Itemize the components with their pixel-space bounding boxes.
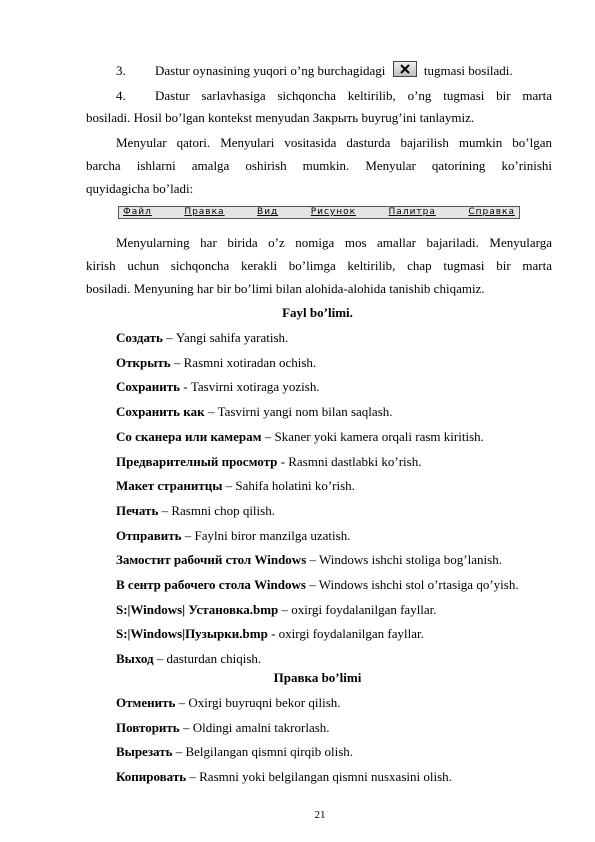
menu-term: Повторить — [116, 719, 180, 735]
menu-term: Отправить — [116, 527, 182, 543]
term-description: - Rasmni dastlabki ko’rish. — [277, 453, 422, 469]
term-description: – Rasmni xotiradan ochish. — [170, 354, 317, 370]
menu-edit: Правка — [184, 207, 225, 217]
section-heading: Fayl bo’limi. — [282, 305, 353, 320]
list-number: 4. — [116, 88, 126, 103]
term-description: – dasturdan chiqish. — [153, 651, 262, 667]
menu-term: S:|Windows| Установка.bmp — [116, 601, 279, 617]
menu-term: S:|Windows|Пузырки.bmp — [116, 626, 268, 642]
definition-item — [116, 452, 421, 472]
paragraph-line — [155, 61, 513, 81]
paragraph-line: Dastur sarlavhasiga sichqoncha keltirilib, o’ng tugmasi bir marta — [155, 88, 552, 103]
term-description: – Tasvirni yangi nom bilan saqlash. — [204, 404, 393, 420]
term-description: – Oxirgi buyruqni bekor qilish. — [175, 695, 341, 710]
menu-term: Замостит рабочий стол Windows — [116, 552, 307, 568]
term-description: – Sahifa holatini ko’rish. — [222, 478, 355, 494]
menu-term: Со сканера или камерам — [116, 428, 262, 444]
definition-item — [116, 575, 519, 595]
paragraph-line: Menyular qatori. Menyulari vositasida dasturda bajarilish mumkin bo’lgan — [116, 135, 552, 150]
term-description: – Yangi sahifa yaratish. — [162, 330, 289, 345]
definition-item — [116, 550, 502, 570]
definition-item — [116, 501, 275, 521]
term-description: – Rasmni yoki belgilangan qismni nusxasini olish. — [186, 769, 452, 785]
definition-item — [116, 377, 320, 397]
list-number: 3. — [116, 63, 126, 78]
definition-item — [116, 402, 393, 422]
definition-item — [116, 476, 355, 496]
menu-term: Вырезать — [116, 744, 173, 760]
definition-item — [116, 693, 341, 713]
term-description: – Skaner yoki kamera orqali rasm kiritish. — [261, 428, 484, 444]
definition-item — [116, 624, 424, 644]
menu-term: Открыть — [116, 354, 171, 370]
definition-item — [116, 742, 353, 762]
menu-term: Отменить — [116, 695, 176, 710]
menu-term: Создать — [116, 330, 163, 345]
definition-item — [116, 427, 484, 447]
close-button-image — [393, 61, 417, 77]
term-description: - oxirgi foydalanilgan fayllar. — [267, 626, 424, 642]
term-description: – oxirgi foydalanilgan fayllar. — [278, 601, 437, 617]
menu-term: Сохранить как — [116, 404, 205, 420]
menu-help: Справка — [468, 207, 515, 217]
term-description: – Windows ishchi stoliga bog’lanish. — [306, 552, 502, 568]
text: tugmasi bosiladi. — [423, 63, 513, 78]
menu-term: Сохранить — [116, 379, 181, 395]
definition-item — [116, 353, 316, 373]
paragraph-line: quyidagicha bo’ladi: — [86, 181, 194, 196]
definition-item — [116, 649, 261, 669]
paragraph-line: barcha ishlarni amalga oshirish mumkin. Menyular qatorining ko’rinishi — [86, 158, 552, 173]
paragraph-line: Menyularning har birida o’z nomiga mos amallar bajariladi. Menyularga — [116, 235, 552, 250]
definition-item — [116, 767, 452, 787]
text: Dastur oynasining yuqori o’ng burchagidagi — [155, 63, 386, 78]
definition-item — [116, 600, 437, 620]
menu-term: Макет странитцы — [116, 478, 223, 494]
definition-item — [116, 718, 330, 738]
definition-item — [116, 328, 288, 348]
menu-term: Печать — [116, 502, 159, 518]
term-description: - Tasvirni xotiraga yozish. — [180, 379, 320, 395]
menu-term: В сентр рабочего стола Windows — [116, 577, 306, 592]
menu-image: Рисунок — [310, 207, 357, 217]
menu-view: Вид — [257, 207, 279, 217]
menu-file: Файл — [123, 207, 152, 217]
paragraph-line: bosiladi. Menyuning har bir bo’limi bilan alohida-alohida tanishib chiqamiz. — [86, 281, 485, 296]
menu-term: Выход — [116, 651, 154, 667]
term-description: – Windows ishchi stol o’rtasiga qo’yish. — [305, 577, 519, 592]
menu-palette: Палитра — [388, 207, 436, 217]
section-heading: Правка bo’limi — [273, 670, 362, 685]
menu-term: Копировать — [116, 769, 187, 785]
term-description: – Oldingi amalni takrorlash. — [179, 719, 330, 735]
term-description: – Faylni biror manzilga uzatish. — [181, 527, 351, 543]
close-icon — [400, 64, 410, 74]
page-number: 21 — [314, 809, 326, 821]
definition-item — [116, 526, 350, 546]
term-description: – Belgilangan qismni qirqib olish. — [172, 744, 354, 760]
paragraph-line: bosiladi. Hosil bo’lgan kontekst menyudan Закрыть buyrug’ini tanlaymiz. — [86, 110, 475, 125]
menubar-image — [118, 206, 520, 219]
menu-term: Предварителный просмотр — [116, 453, 278, 469]
term-description: – Rasmni chop qilish. — [158, 502, 275, 518]
paragraph-line: kirish uchun sichqoncha kerakli bo’limga keltirilib, chap tugmasi bir marta — [86, 258, 552, 273]
